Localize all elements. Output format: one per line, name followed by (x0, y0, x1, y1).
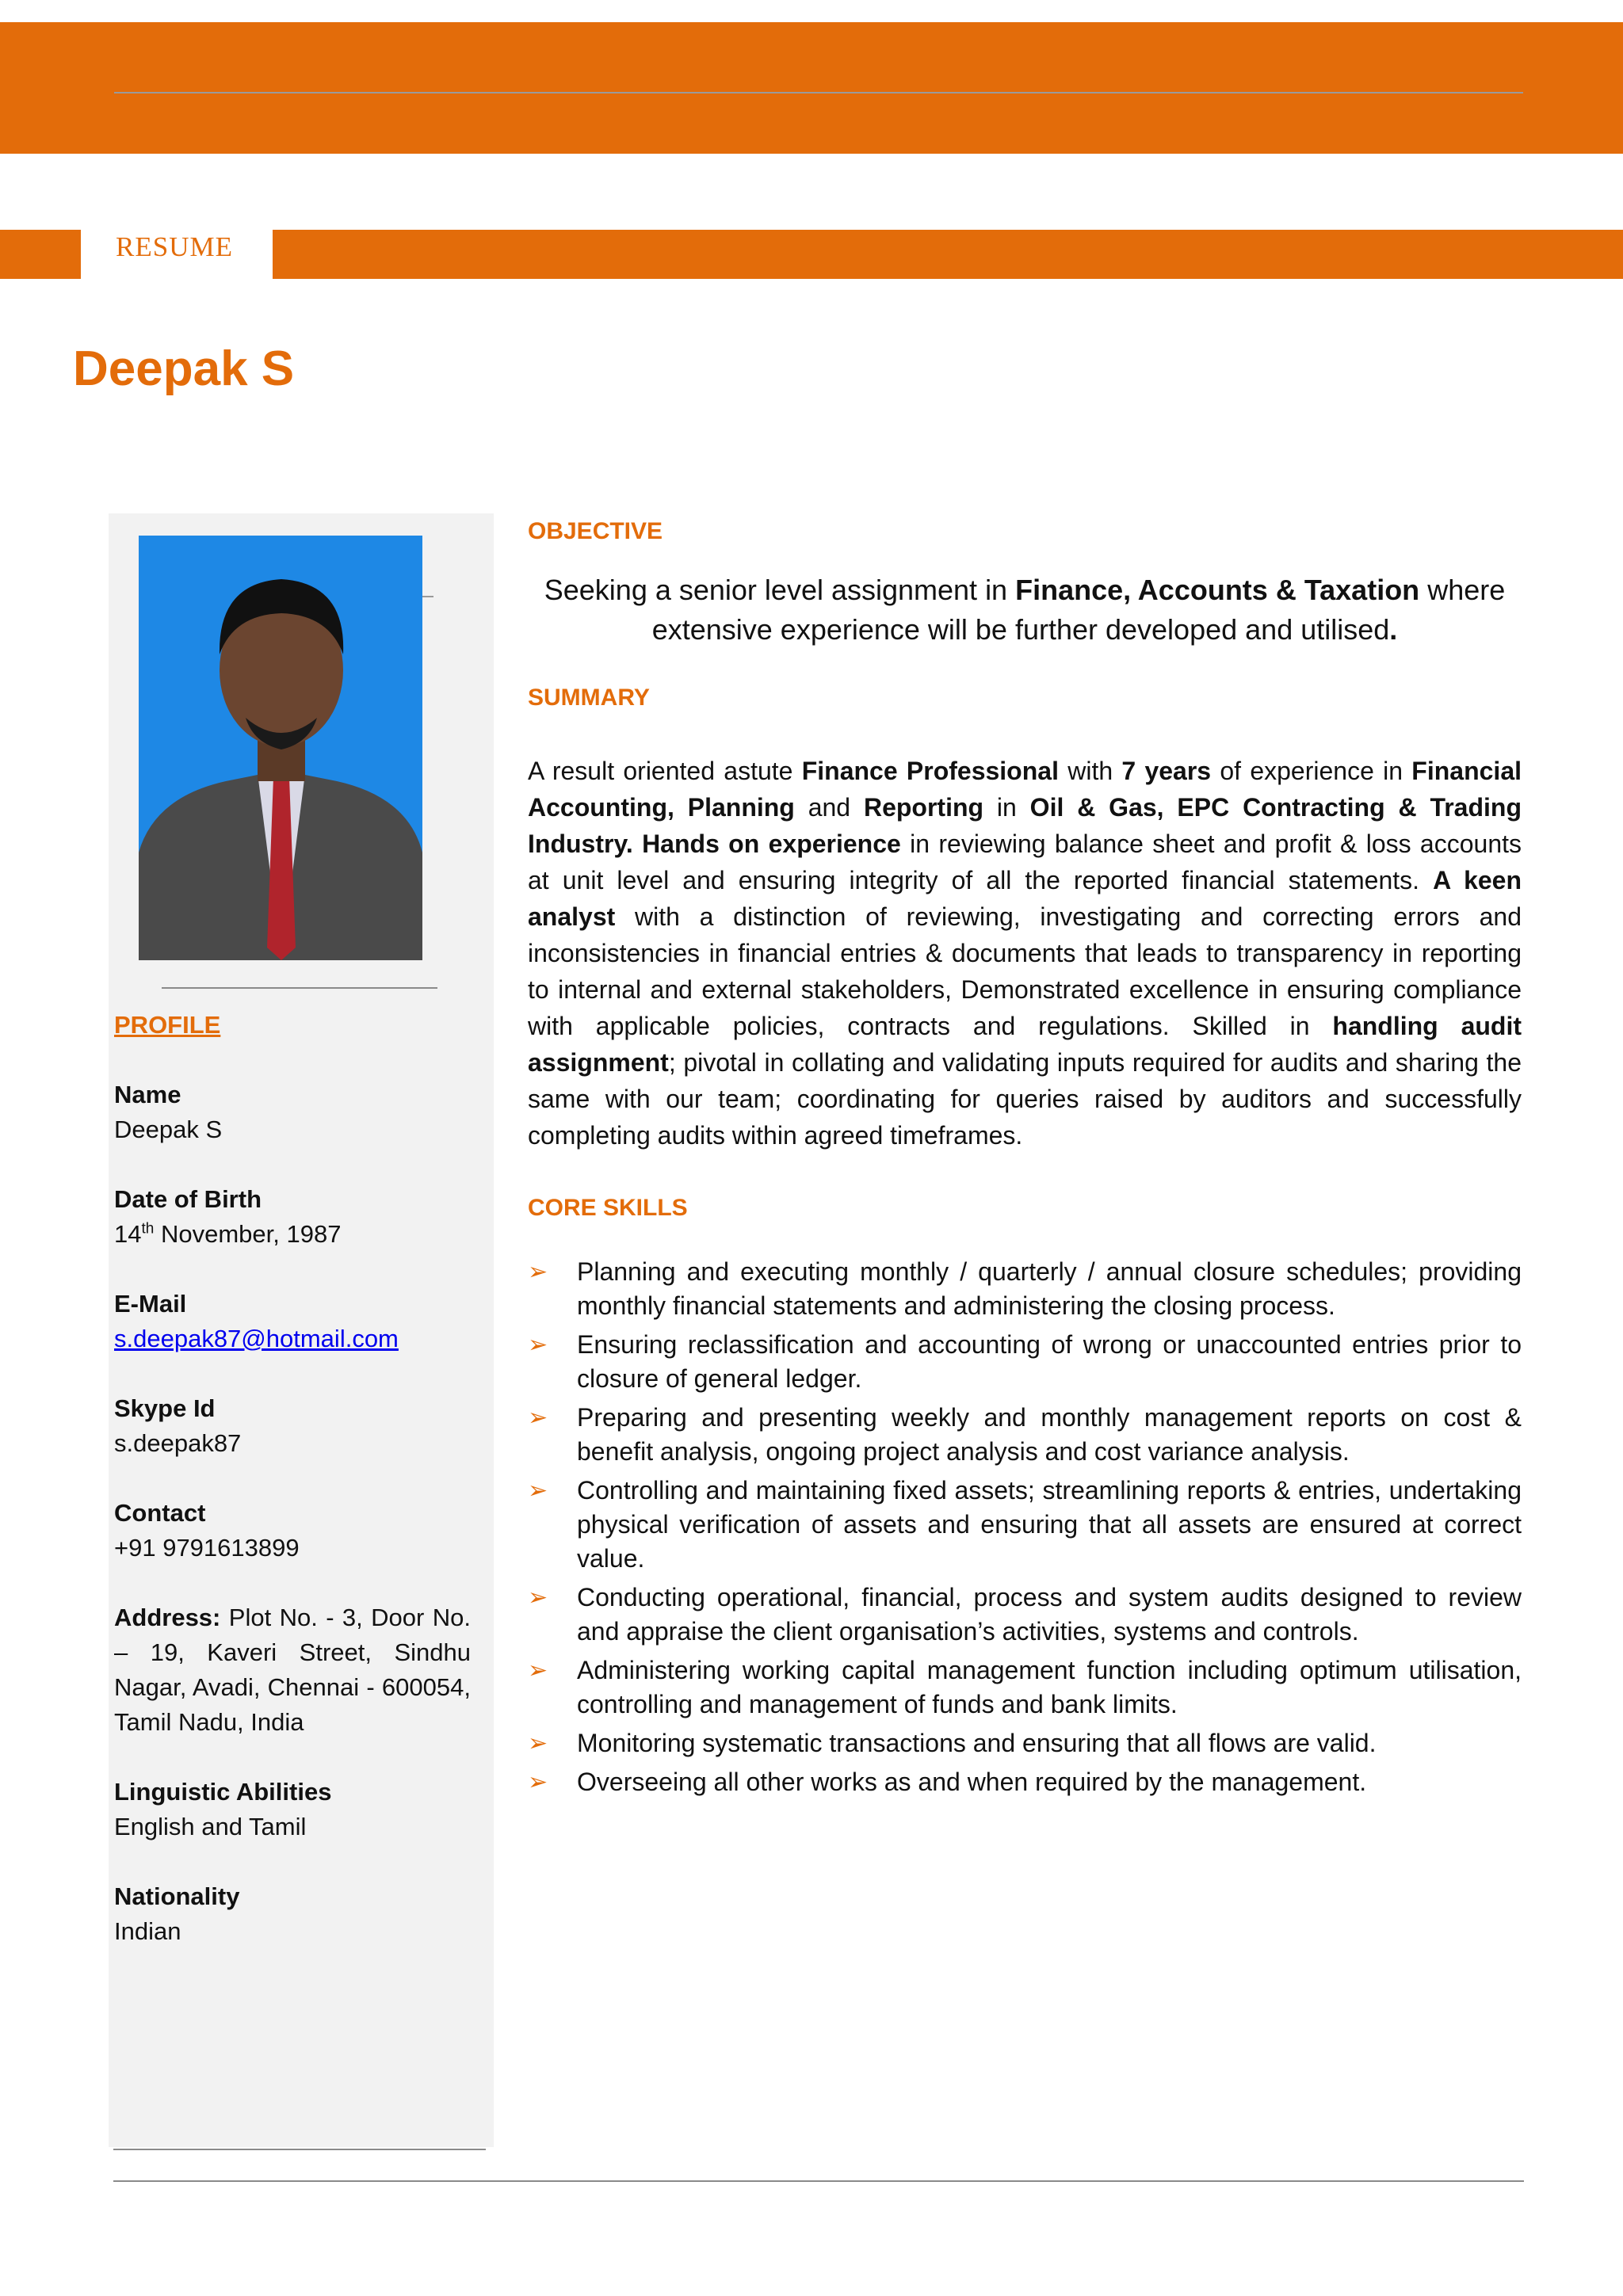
list-item (528, 1255, 1522, 1323)
skill-text: Ensuring reclassification and accounting of wrong or unaccounted entries prior to closure of general ledger. (577, 1330, 1522, 1393)
nationality-label: Nationality (114, 1882, 240, 1910)
arrow-bullet-icon: ➢ (528, 1585, 548, 1611)
summary-segment: Finance Professional (801, 757, 1059, 785)
contact-value: +91 9791613899 (114, 1534, 300, 1562)
summary-segment: in (983, 793, 1030, 822)
list-item (528, 1474, 1522, 1576)
nationality-value: Indian (114, 1917, 181, 1945)
summary-segment: A keen analyst (528, 866, 1522, 931)
arrow-bullet-icon: ➢ (528, 1657, 548, 1684)
header-rule (114, 92, 1523, 93)
summary-segment: ; pivotal in collating and validating inputs required for audits and sharing the same with our team; coordinating for queries raised by auditors and successfully completing audits within agreed timeframes. (528, 1048, 1522, 1150)
name-field (114, 1077, 471, 1147)
person-portrait-icon (139, 536, 422, 960)
skill-text: Conducting operational, financial, process and system audits designed to review and appraise the client organisation’s activities, systems and controls. (577, 1583, 1522, 1646)
arrow-bullet-icon: ➢ (528, 1259, 548, 1285)
main-content (528, 513, 1522, 1804)
dob-day: 14 (114, 1220, 142, 1248)
resume-label: RESUME (116, 231, 233, 262)
contact-field (114, 1496, 471, 1566)
skill-text: Overseeing all other works as and when required by the management. (577, 1768, 1367, 1796)
profile-section (114, 1008, 471, 1984)
core-skills-heading: CORE SKILLS (528, 1195, 688, 1221)
skill-text: Controlling and maintaining fixed assets; streamlining reports & entries, undertaking physical verification of assets and ensuring that all assets are ensured at correct value. (577, 1476, 1522, 1573)
profile-heading: PROFILE (114, 1011, 221, 1039)
name-value: Deepak S (114, 1116, 223, 1143)
objective-pre: Seeking a senior level assignment in (544, 574, 1016, 606)
languages-label: Linguistic Abilities (114, 1778, 332, 1806)
summary-segment: in reviewing balance sheet and profit & loss accounts at unit level and ensuring integrity of all the reported financial statements. (528, 830, 1522, 894)
email-label: E-Mail (114, 1290, 187, 1318)
skill-text: Monitoring systematic transactions and ensuring that all flows are valid. (577, 1729, 1377, 1757)
arrow-bullet-icon: ➢ (528, 1332, 548, 1358)
objective-heading: OBJECTIVE (528, 518, 663, 544)
summary-segment: handling audit assignment (528, 1012, 1522, 1077)
photo-tick (422, 596, 433, 597)
sidebar-bottom-rule (113, 2149, 486, 2150)
core-skills-list (528, 1255, 1522, 1799)
arrow-bullet-icon: ➢ (528, 1478, 548, 1504)
objective-text (528, 570, 1522, 650)
languages-field (114, 1775, 471, 1844)
candidate-name: Deepak S (73, 341, 295, 396)
address-value: Plot No. - 3, Door No. – 19, Kaveri Street, Sindhu Nagar, Avadi, Chennai - 600054, Tamil Nadu, India (114, 1604, 471, 1736)
page-bottom-rule (113, 2180, 1524, 2182)
dob-label: Date of Birth (114, 1185, 262, 1213)
photo-divider (162, 987, 437, 989)
name-label: Name (114, 1081, 181, 1108)
list-item (528, 1765, 1522, 1799)
arrow-bullet-icon: ➢ (528, 1769, 548, 1795)
objective-end: . (1389, 613, 1398, 646)
summary-segment: of experience in (1211, 757, 1412, 785)
list-item (528, 1401, 1522, 1469)
list-item (528, 1653, 1522, 1722)
summary-segment: Oil & Gas, EPC Contracting & Trading Industry. Hands on experience (528, 793, 1522, 858)
summary-segment: A result oriented astute (528, 757, 802, 785)
address-label: Address: (114, 1604, 221, 1631)
nationality-field (114, 1879, 471, 1949)
languages-value: English and Tamil (114, 1813, 307, 1840)
summary-segment: Reporting (863, 793, 984, 822)
email-field (114, 1287, 471, 1356)
resume-bar-right (273, 230, 1623, 279)
skill-text: Administering working capital management function including optimum utilisation, controlling and management of funds and bank limits. (577, 1656, 1522, 1718)
objective-post: where extensive experience will be further developed and utilised (651, 574, 1506, 646)
summary-segment: with a distinction of reviewing, investigating and correcting errors and inconsistencies in financial entries & documents that leads to transparency in reporting to internal and external stakeholders, Demonstrated excellence in ensuring compliance with applicable policies, contracts and regulations. Skilled in (528, 902, 1522, 1040)
profile-photo (139, 536, 422, 960)
list-item (528, 1581, 1522, 1649)
summary-text (528, 753, 1522, 1154)
summary-segment: with (1058, 757, 1122, 785)
dob-field (114, 1182, 471, 1252)
email-link[interactable]: s.deepak87@hotmail.com (114, 1325, 399, 1352)
arrow-bullet-icon: ➢ (528, 1405, 548, 1431)
list-item (528, 1726, 1522, 1760)
arrow-bullet-icon: ➢ (528, 1730, 548, 1756)
summary-segment: and (794, 793, 864, 822)
resume-bar-left (0, 230, 81, 279)
skype-value: s.deepak87 (114, 1429, 242, 1457)
header-band (0, 22, 1623, 154)
list-item (528, 1328, 1522, 1396)
summary-segment: 7 years (1121, 757, 1212, 785)
dob-value (114, 1217, 471, 1252)
skill-text: Planning and executing monthly / quarterly / annual closure schedules; providing monthly financial statements and administering the closing process. (577, 1257, 1522, 1320)
summary-segment: Financial Accounting, Planning (528, 757, 1522, 822)
objective-bold: Finance, Accounts & Taxation (1015, 574, 1420, 606)
skill-text: Preparing and presenting weekly and monthly management reports on cost & benefit analysis, ongoing project analysis and cost variance analysis. (577, 1403, 1522, 1466)
skype-field (114, 1391, 471, 1461)
skype-label: Skype Id (114, 1394, 216, 1422)
address-field (114, 1600, 471, 1740)
dob-suffix: th (141, 1220, 155, 1238)
contact-label: Contact (114, 1499, 206, 1527)
dob-rest: November, 1987 (154, 1220, 342, 1248)
summary-heading: SUMMARY (528, 685, 650, 711)
